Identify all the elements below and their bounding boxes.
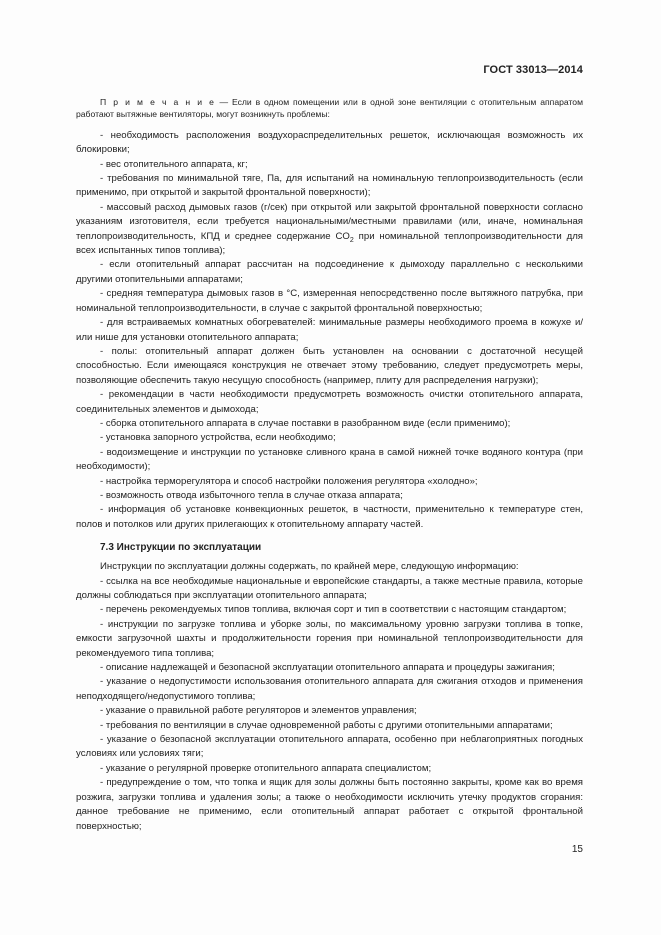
co2-subscript: 2 — [349, 236, 354, 244]
list-item: - водоизмещение и инструкции по установке сливного крана в самой нижней точке водяного контура (при необходимости); — [76, 446, 583, 473]
note-text: — Если в одном помещении или в одной зоне вентиляции с отопительным аппаратом работают вытяжные вентиляторы, могут возникнуть проблемы: — [76, 97, 583, 120]
list-item: - описание надлежащей и безопасной эксплуатации отопительного аппарата и процедуры зажигания; — [100, 662, 555, 674]
section-intro: Инструкции по эксплуатации должны содержать, по крайней мере, следующую информацию: — [100, 561, 519, 573]
list-item: - указание о регулярной проверке отопительного аппарата специалистом; — [100, 762, 432, 774]
list-item: - ссылка на все необходимые национальные и европейские стандарты, а также местные правила, которые должны соблюдаться при эксплуатации отопительного аппарата; — [76, 575, 583, 601]
list-item: - требования по вентиляции в случае одновременной работы с другими отопительными аппаратами; — [100, 719, 553, 731]
list-item: - необходимость расположения воздухораспределительных решеток, исключающая возможность их блокировки; — [76, 129, 583, 156]
list-item: - рекомендации в части необходимости предусмотреть возможность очистки отопительного аппарата, соединительных элементов и дымохода; — [76, 389, 583, 415]
co2-text-before: - массовый расход дымовых газов (г/сек) при открытой или закрытой фронтальной поверхности согласно указаниям изготовителя, если требуется национальными/местными правилами (или, иначе, номинальная теплопроизводительность, КПД и среднее содержание CO — [76, 201, 583, 242]
requirements-list-a — [76, 129, 583, 259]
list-item: - инструкции по загрузке топлива и уборке золы, по максимальному уровню загрузки топлива в топке, емкости загрузочной шахты и продолжительности горения при номинальной теплопроизводительности для рекомендуемого типа топлива; — [76, 618, 583, 659]
note-paragraph — [76, 96, 583, 121]
list-item: - вес отопительного аппарата, кг; — [100, 158, 248, 170]
page-content — [76, 96, 583, 834]
list-item: - указание о правильной работе регуляторов и элементов управления; — [100, 705, 417, 717]
list-item: - настройка терморегулятора и способ настройки положения регулятора «холодно»; — [100, 475, 478, 487]
page-number: 15 — [571, 844, 583, 855]
list-item: - возможность отвода избыточного тепла в случае отказа аппарата; — [100, 489, 403, 501]
list-item-co2 — [76, 201, 583, 259]
list-item: - для встраиваемых комнатных обогревателей: минимальные размеры необходимого проема в кожухе и/или нише для установки отопительного аппарата; — [76, 317, 583, 343]
requirements-list-b — [76, 258, 583, 532]
list-item: - требования по минимальной тяге, Па, для испытаний на номинальную теплопроизводительность (если применимо, при открытой и закрытой фронтальной поверхности); — [76, 173, 583, 199]
section-heading: 7.3 Инструкции по эксплуатации — [100, 542, 262, 554]
document-id-header: ГОСТ 33013—2014 — [483, 64, 583, 76]
list-item: - информация об установке конвекционных решеток, в частности, применительно к температуре стен, полов и потолков или других прилегающих к отопительному аппарату частей. — [76, 504, 583, 530]
list-item: - установка запорного устройства, если необходимо; — [100, 432, 336, 444]
list-item: - полы: отопительный аппарат должен быть установлен на основании с достаточной несущей способностью. Если имеющаяся конструкция не отвечает этому требованию, следует предусмотреть меры, позволяющие обеспечить такую несущую способность (например, плиту для распределения нагрузки); — [76, 345, 583, 386]
list-item: - указание о безопасной эксплуатации отопительного аппарата, особенно при неблагоприятных погодных условиях или условиях тяги; — [76, 734, 583, 760]
list-item: - предупреждение о том, что топка и ящик для золы должны быть постоянно закрыты, кроме как во время розжига, загрузки топлива и удаления золы; а также о необходимости исключить утечку продуктов сгорания: данное требование не применимо, если отопительный аппарат работает с открытой фронтальной поверхностью; — [76, 777, 583, 832]
operation-instructions-list — [76, 575, 583, 834]
list-item: - перечень рекомендуемых типов топлива, включая сорт и тип в соответствии с настоящим стандартом; — [100, 604, 567, 616]
co2-text-after: при номинальной теплопроизводительности для всех испытанных типов топлива); — [76, 230, 583, 257]
note-label: П р и м е ч а н и е — [100, 97, 216, 107]
list-item: - средняя температура дымовых газов в °С, измеренная непосредственно после вытяжного патрубка, при номинальной теплопроизводительности, в случае с закрытой фронтальной поверхностью; — [76, 288, 583, 314]
list-item: - если отопительный аппарат рассчитан на подсоединение к дымоходу параллельно с несколькими другими отопительными аппаратами; — [76, 259, 583, 285]
list-item: - указание о недопустимости использования отопительного аппарата для сжигания отходов и применения неподходящего/недопустимого топлива; — [76, 676, 583, 702]
list-item: - сборка отопительного аппарата в случае поставки в разобранном виде (если применимо); — [100, 417, 511, 429]
